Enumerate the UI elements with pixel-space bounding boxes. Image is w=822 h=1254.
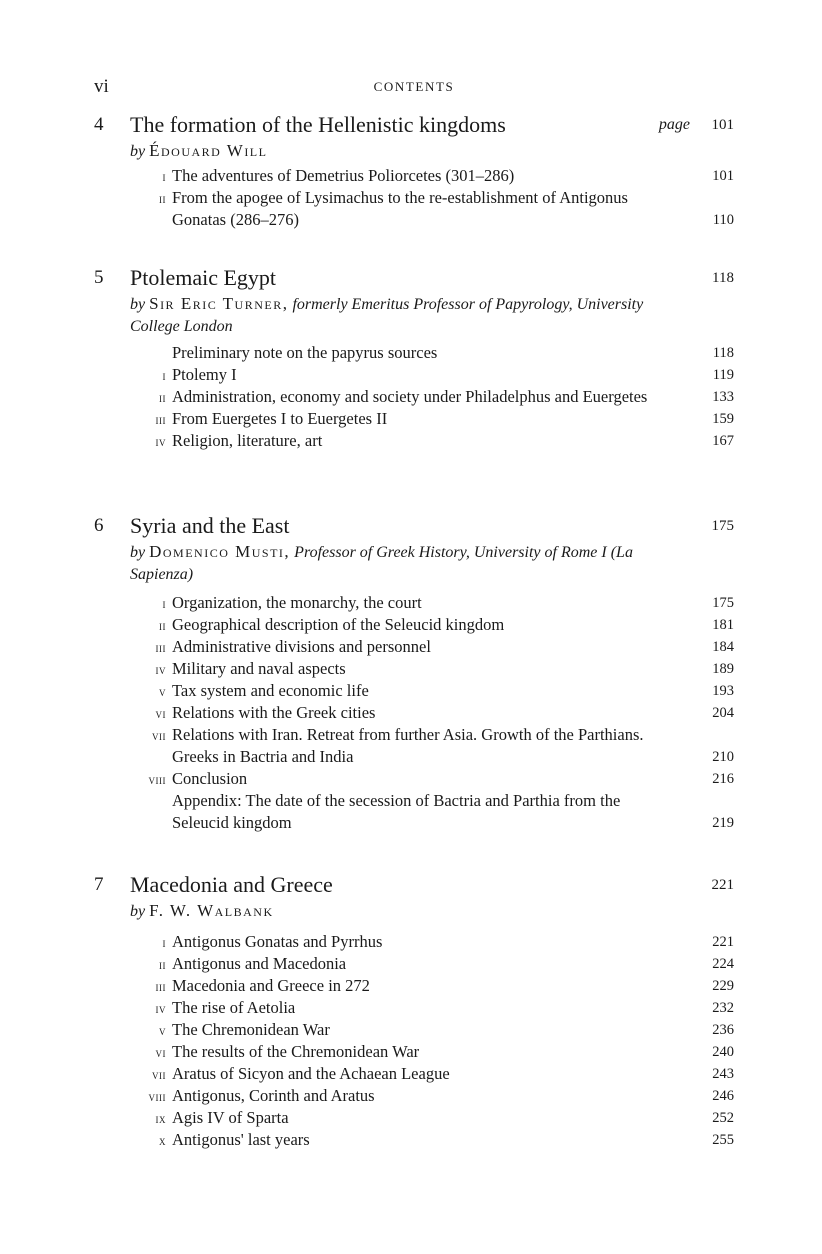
- section-title: Organization, the monarchy, the court: [172, 593, 422, 612]
- section-title: Religion, literature, art: [172, 431, 323, 450]
- chapter-heading: [94, 872, 734, 900]
- section-entry: [94, 658, 734, 680]
- author-name: Édouard Will: [149, 141, 268, 160]
- section-title: Agis IV of Sparta: [172, 1108, 289, 1127]
- section-number: i: [162, 935, 166, 950]
- section-page-number: 252: [712, 1110, 734, 1126]
- section-page-number: 243: [712, 1066, 734, 1082]
- section-number: iii: [155, 979, 166, 994]
- section-page-number: 219: [712, 815, 734, 831]
- section-entry: [94, 1019, 734, 1041]
- section-page-number: 110: [712, 212, 734, 228]
- section-entry: [94, 614, 734, 636]
- section-number: vii: [152, 728, 166, 743]
- chapter-page-number: 101: [711, 117, 734, 133]
- section-entry: [94, 165, 734, 187]
- section-page-number: 236: [712, 1022, 734, 1038]
- section-title: Administration, economy and society under Philadelphus and Euergetes: [172, 387, 648, 406]
- section-entry: [94, 1129, 734, 1151]
- section-entry: [94, 364, 734, 386]
- section-entry: [94, 680, 734, 702]
- section-title: Ptolemy I: [172, 365, 237, 384]
- section-number: x: [159, 1133, 166, 1148]
- section-page-number: 204: [712, 705, 734, 721]
- section-title: Conclusion: [172, 769, 248, 788]
- section-page-number: 224: [712, 956, 734, 972]
- by-label: by: [130, 544, 146, 561]
- section-entry: [94, 702, 734, 724]
- chapter-6: [94, 513, 734, 834]
- section-entry: [94, 724, 734, 768]
- section-page-number: 119: [712, 367, 734, 383]
- section-title: The results of the Chremonidean War: [172, 1042, 420, 1061]
- chapter-4: [94, 112, 734, 231]
- section-title: The adventures of Demetrius Poliorcetes (301–286): [172, 166, 515, 185]
- section-page-number: 118: [712, 345, 734, 361]
- section-entry: [94, 997, 734, 1019]
- section-number: v: [159, 684, 166, 699]
- section-entry: [94, 1063, 734, 1085]
- chapter-number: 7: [94, 874, 104, 895]
- section-title: Appendix: The date of the secession of Bactria and Parthia from the Seleucid kingdom: [172, 791, 621, 832]
- chapter-7: [94, 872, 734, 1151]
- section-number: vii: [152, 1067, 166, 1082]
- section-title: Geographical description of the Seleucid kingdom: [172, 615, 505, 634]
- section-entry: [94, 1041, 734, 1063]
- author-name: Domenico Musti,: [149, 542, 291, 561]
- section-number: ii: [159, 957, 166, 972]
- section-entry: [94, 790, 734, 834]
- section-entry: [94, 953, 734, 975]
- section-number: v: [159, 1023, 166, 1038]
- section-number: ii: [159, 390, 166, 405]
- section-title: Relations with Iran. Retreat from further Asia. Growth of the Parthians. Greeks in Bactria and India: [172, 725, 644, 766]
- section-entry: [94, 768, 734, 790]
- section-entry: [94, 1085, 734, 1107]
- section-page-number: 175: [712, 595, 734, 611]
- chapter-title: The formation of the Hellenistic kingdoms: [130, 112, 506, 137]
- section-page-number: 216: [712, 771, 734, 787]
- section-entry: [94, 975, 734, 997]
- section-number: viii: [148, 1089, 166, 1104]
- chapter-number: 4: [94, 114, 104, 135]
- section-entry: [94, 430, 734, 452]
- chapter-number: 6: [94, 515, 104, 536]
- running-head: [94, 76, 734, 100]
- section-title: From the apogee of Lysimachus to the re-establishment of Antigonus Gonatas (286–276): [172, 188, 628, 229]
- by-label: by: [130, 903, 146, 920]
- author-name: Sir Eric Turner,: [149, 294, 289, 313]
- section-title: Tax system and economic life: [172, 681, 369, 700]
- section-page-number: 181: [712, 617, 734, 633]
- folio: vi: [94, 76, 109, 97]
- section-number: i: [162, 368, 166, 383]
- section-page-number: 101: [712, 168, 734, 184]
- section-list: [94, 165, 734, 231]
- section-number: ix: [155, 1111, 166, 1126]
- section-entry: [94, 931, 734, 953]
- section-page-number: 232: [712, 1000, 734, 1016]
- section-page-number: 133: [712, 389, 734, 405]
- section-entry: [94, 187, 734, 231]
- section-title: Relations with the Greek cities: [172, 703, 376, 722]
- section-title: The rise of Aetolia: [172, 998, 296, 1017]
- section-title: Macedonia and Greece in 272: [172, 976, 370, 995]
- section-title: Preliminary note on the papyrus sources: [172, 343, 438, 362]
- section-entry: [94, 408, 734, 430]
- section-number: iv: [155, 434, 166, 449]
- chapter-heading: [94, 112, 734, 140]
- chapter-heading: [94, 265, 734, 293]
- section-list: [94, 592, 734, 834]
- section-title: From Euergetes I to Euergetes II: [172, 409, 388, 428]
- section-entry: [94, 386, 734, 408]
- section-title: Antigonus' last years: [172, 1130, 310, 1149]
- author-name: F. W. Walbank: [149, 901, 274, 920]
- section-number: i: [162, 169, 166, 184]
- section-page-number: 210: [712, 749, 734, 765]
- section-number: i: [162, 596, 166, 611]
- chapter-page-number: 221: [711, 877, 734, 893]
- section-title: Antigonus Gonatas and Pyrrhus: [172, 932, 383, 951]
- section-page-number: 246: [712, 1088, 734, 1104]
- chapter-title: Syria and the East: [130, 513, 290, 538]
- section-number: vi: [155, 1045, 166, 1060]
- chapter-number: 5: [94, 267, 104, 288]
- section-number: iii: [155, 640, 166, 655]
- chapter-author-line: [130, 541, 690, 586]
- section-page-number: 240: [712, 1044, 734, 1060]
- chapter-author-line: [130, 293, 690, 338]
- section-entry: [94, 636, 734, 658]
- chapter-title: Ptolemaic Egypt: [130, 265, 277, 290]
- chapter-author-line: [130, 900, 690, 923]
- section-list: [94, 931, 734, 1151]
- page-label: page: [658, 116, 690, 133]
- section-page-number: 184: [712, 639, 734, 655]
- section-page-number: 221: [712, 934, 734, 950]
- section-title: Antigonus and Macedonia: [172, 954, 347, 973]
- section-page-number: 193: [712, 683, 734, 699]
- section-page-number: 159: [712, 411, 734, 427]
- by-label: by: [130, 296, 146, 313]
- author-affiliation: Professor of Greek History, University of Rome I (La Sapienza): [130, 544, 633, 583]
- section-number: iii: [155, 412, 166, 427]
- section-entry: [94, 1107, 734, 1129]
- section-number: ii: [159, 191, 166, 206]
- section-entry: [94, 342, 734, 364]
- section-title: Antigonus, Corinth and Aratus: [172, 1086, 375, 1105]
- author-affiliation: formerly Emeritus Professor of Papyrology, University College London: [130, 296, 644, 335]
- section-page-number: 229: [712, 978, 734, 994]
- section-title: Military and naval aspects: [172, 659, 346, 678]
- section-number: ii: [159, 618, 166, 633]
- section-number: iv: [155, 1001, 166, 1016]
- section-number: viii: [148, 772, 166, 787]
- section-title: Aratus of Sicyon and the Achaean League: [172, 1064, 450, 1083]
- section-title: The Chremonidean War: [172, 1020, 330, 1039]
- by-label: by: [130, 143, 146, 160]
- section-entry: [94, 592, 734, 614]
- section-number: iv: [155, 662, 166, 677]
- section-page-number: 255: [712, 1132, 734, 1148]
- chapter-page-number: 175: [711, 518, 734, 534]
- chapter-heading: [94, 513, 734, 541]
- section-number: vi: [155, 706, 166, 721]
- chapter-5: [94, 265, 734, 452]
- chapter-title: Macedonia and Greece: [130, 872, 333, 897]
- chapter-page-number: 118: [712, 270, 734, 286]
- section-title: Administrative divisions and personnel: [172, 637, 431, 656]
- section-list: [94, 342, 734, 452]
- section-page-number: 189: [712, 661, 734, 677]
- running-title: CONTENTS: [373, 79, 455, 94]
- section-page-number: 167: [712, 433, 734, 449]
- chapter-author-line: [130, 140, 690, 163]
